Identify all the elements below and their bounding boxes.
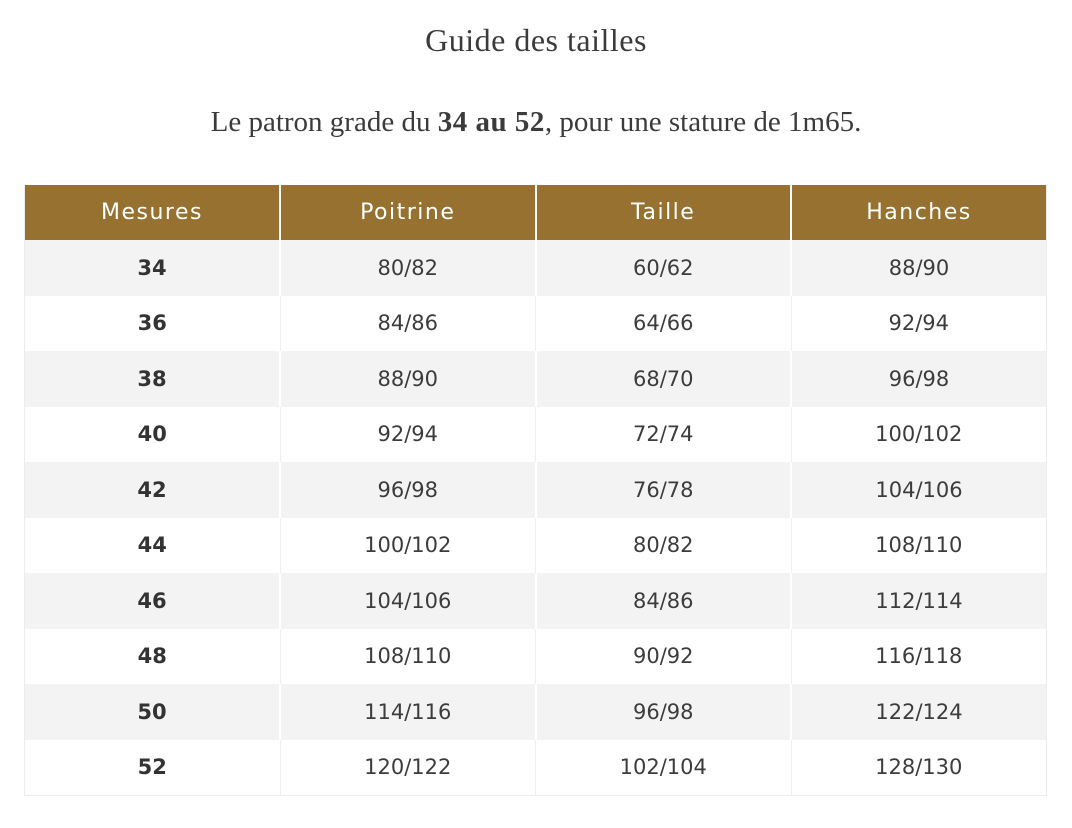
size-cell: 50 [25, 684, 281, 740]
taille-cell: 102/104 [536, 740, 792, 796]
table-row [25, 740, 1047, 796]
column-header-taille: Taille [536, 185, 792, 240]
hanches-cell: 92/94 [791, 296, 1047, 352]
taille-cell: 60/62 [536, 240, 792, 296]
size-cell: 44 [25, 518, 281, 574]
taille-cell: 80/82 [536, 518, 792, 574]
taille-cell: 90/92 [536, 629, 792, 685]
intro-size-range: 34 au 52 [437, 106, 545, 138]
table-row [25, 629, 1047, 685]
hanches-cell: 122/124 [791, 684, 1047, 740]
hanches-cell: 88/90 [791, 240, 1047, 296]
poitrine-cell: 108/110 [280, 629, 536, 685]
poitrine-cell: 80/82 [280, 240, 536, 296]
poitrine-cell: 96/98 [280, 462, 536, 518]
poitrine-cell: 92/94 [280, 407, 536, 463]
table-row [25, 518, 1047, 574]
table-header-row [25, 185, 1047, 240]
intro-text [0, 106, 1072, 139]
taille-cell: 68/70 [536, 351, 792, 407]
poitrine-cell: 120/122 [280, 740, 536, 796]
table-row [25, 296, 1047, 352]
hanches-cell: 128/130 [791, 740, 1047, 796]
size-cell: 34 [25, 240, 281, 296]
taille-cell: 84/86 [536, 573, 792, 629]
column-header-poitrine: Poitrine [280, 185, 536, 240]
poitrine-cell: 104/106 [280, 573, 536, 629]
page-title: Guide des tailles [425, 22, 647, 58]
taille-cell: 72/74 [536, 407, 792, 463]
size-cell: 52 [25, 740, 281, 796]
column-header-mesures: Mesures [25, 185, 281, 240]
size-cell: 48 [25, 629, 281, 685]
hanches-cell: 112/114 [791, 573, 1047, 629]
taille-cell: 96/98 [536, 684, 792, 740]
table-body [25, 240, 1047, 796]
table-row [25, 462, 1047, 518]
hanches-cell: 108/110 [791, 518, 1047, 574]
size-table [24, 185, 1047, 796]
table-row [25, 407, 1047, 463]
hanches-cell: 116/118 [791, 629, 1047, 685]
size-cell: 38 [25, 351, 281, 407]
column-header-hanches: Hanches [791, 185, 1047, 240]
hanches-cell: 104/106 [791, 462, 1047, 518]
taille-cell: 76/78 [536, 462, 792, 518]
table-row [25, 240, 1047, 296]
hanches-cell: 100/102 [791, 407, 1047, 463]
intro-prefix: Le patron grade du [210, 106, 438, 138]
size-cell: 46 [25, 573, 281, 629]
intro-suffix: , pour une stature de 1m65. [544, 106, 862, 138]
poitrine-cell: 88/90 [280, 351, 536, 407]
poitrine-cell: 114/116 [280, 684, 536, 740]
table-row [25, 573, 1047, 629]
taille-cell: 64/66 [536, 296, 792, 352]
hanches-cell: 96/98 [791, 351, 1047, 407]
table-row [25, 684, 1047, 740]
size-cell: 36 [25, 296, 281, 352]
poitrine-cell: 84/86 [280, 296, 536, 352]
size-cell: 40 [25, 407, 281, 463]
poitrine-cell: 100/102 [280, 518, 536, 574]
table-row [25, 351, 1047, 407]
size-cell: 42 [25, 462, 281, 518]
